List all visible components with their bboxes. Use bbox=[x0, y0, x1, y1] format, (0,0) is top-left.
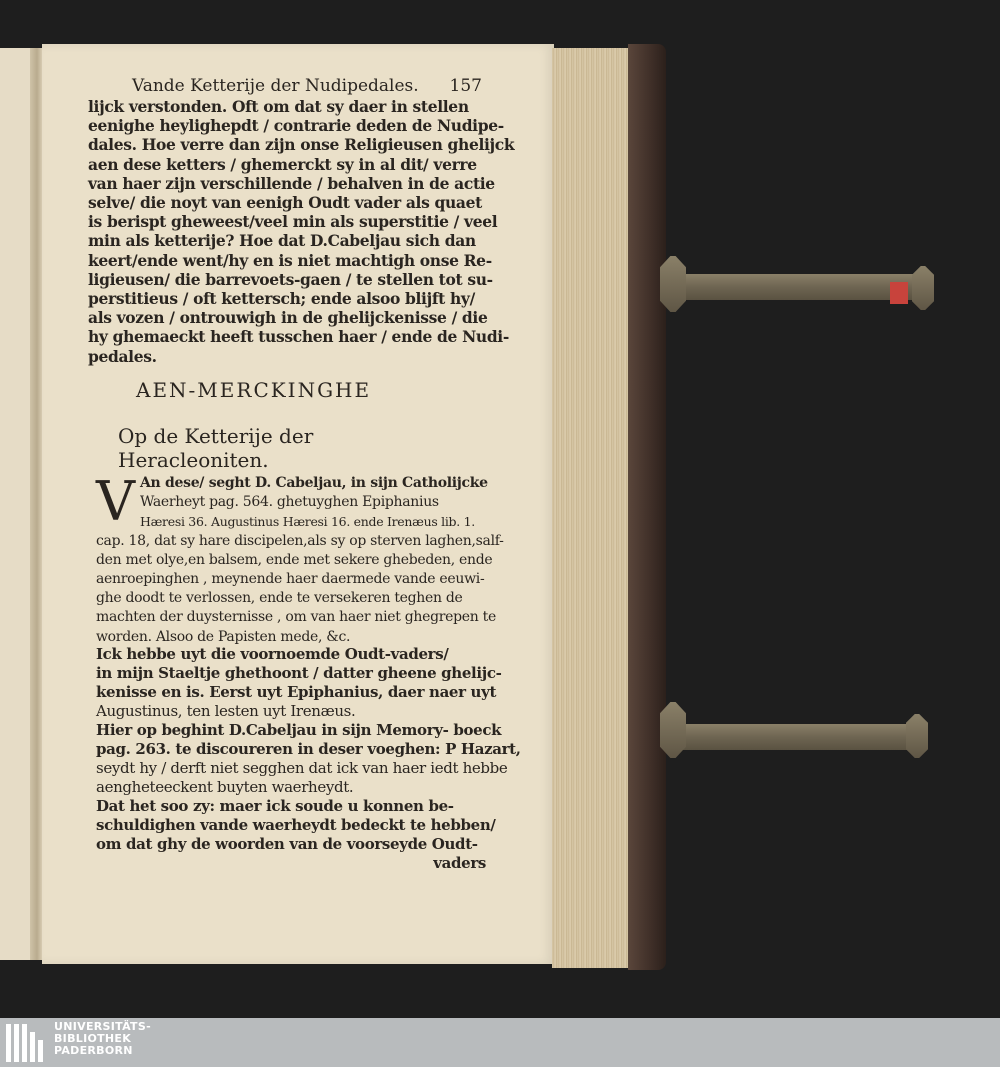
text-line: aen dese ketters / ghemerckt sy in al dit/ verre bbox=[88, 154, 477, 174]
text-line: keert/ende went/hy en is niet machtigh onse Re- bbox=[88, 250, 492, 270]
text-line: Waerheyt pag. 564. ghetuyghen Epiphanius bbox=[140, 494, 439, 511]
text-line: schuldighen vande waerheydt bedeckt te hebben/ bbox=[96, 816, 496, 834]
text-line: pedales. bbox=[88, 346, 157, 366]
section-subheading: Op de Ketterije der Heracleoniten. bbox=[118, 424, 314, 472]
lower-clasp bbox=[662, 724, 917, 750]
library-logo-icon bbox=[6, 1024, 48, 1062]
text-line: in mijn Staeltje ghethoont / datter gheene ghelijc- bbox=[96, 664, 502, 682]
running-title: Vande Ketterije der Nudipedales. bbox=[132, 76, 419, 96]
text-line: seydt hy / derft niet segghen dat ick van haer iedt hebbe bbox=[96, 759, 508, 777]
text-line: van haer zijn verschillende / behalven in de actie bbox=[88, 173, 495, 193]
upper-clasp bbox=[662, 274, 922, 300]
library-footer-bar bbox=[0, 1018, 1000, 1067]
text-line: ligieusen/ die barrevoets-gaen / te stellen tot su- bbox=[88, 269, 493, 289]
text-line: worden. Alsoo de Papisten mede, &c. bbox=[96, 628, 351, 645]
text-line: An dese/ seght D. Cabeljau, in sijn Catholijcke bbox=[140, 475, 488, 491]
text-line: selve/ die noyt van eenigh Oudt vader als quaet bbox=[88, 193, 482, 213]
text-line: aenroepinghen , meynende haer daermede vande eeuwi- bbox=[96, 571, 485, 588]
text-line: als vozen / ontrouwigh in de ghelijckenisse / die bbox=[88, 308, 488, 328]
body-text-bottom bbox=[96, 645, 521, 873]
text-line: Ick hebbe uyt die voornoemde Oudt-vaders/ bbox=[96, 645, 449, 663]
text-line: Dat het soo zy: maer ick soude u konnen be- bbox=[96, 797, 454, 815]
text-line: eenighe heylighepdt / contrarie deden de Nudipe- bbox=[88, 116, 504, 136]
book-cover-spine bbox=[628, 44, 666, 970]
text-line: hy ghemaeckt heeft tusschen haer / ende de Nudi- bbox=[88, 327, 509, 347]
text-line: dales. Hoe verre dan zijn onse Religieusen ghelijck bbox=[88, 135, 515, 155]
text-line: machten der duysternisse , om van haer niet ghegrepen te bbox=[96, 609, 496, 626]
section-heading: AEN-MERCKINGHE bbox=[136, 378, 372, 402]
upper-clasp-red-mark bbox=[890, 282, 908, 304]
logo-line-2: BIBLIOTHEK bbox=[54, 1032, 132, 1045]
text-line: aengheteeckent buyten waerheydt. bbox=[96, 778, 354, 796]
text-line: min als ketterije? Hoe dat D.Cabeljau sich dan bbox=[88, 231, 476, 251]
text-line: kenisse en is. Eerst uyt Epiphanius, daer naer uyt bbox=[96, 683, 497, 701]
lower-clasp-end bbox=[906, 714, 928, 758]
running-header bbox=[132, 76, 482, 96]
text-line: om dat ghy de woorden van de voorseyde Oudt- bbox=[96, 835, 478, 853]
logo-line-1: UNIVERSITÄTS- bbox=[54, 1020, 151, 1033]
text-line: lijck verstonden. Oft om dat sy daer in stellen bbox=[88, 97, 469, 116]
text-line: Augustinus, ten lesten uyt Irenæus. bbox=[96, 702, 356, 720]
text-line: is berispt gheweest/veel min als superstitie / veel bbox=[88, 212, 498, 232]
upper-clasp-end bbox=[912, 266, 934, 310]
text-line: pag. 263. te discoureren in deser voeghen: P Hazart, bbox=[96, 740, 521, 758]
body-text-top bbox=[88, 97, 515, 366]
upper-clasp-hinge bbox=[660, 256, 686, 312]
body-text-middle bbox=[96, 470, 504, 647]
logo-line-3: PADERBORN bbox=[54, 1044, 133, 1057]
text-line: perstitieus / oft kettersch; ende alsoo blijft hy/ bbox=[88, 289, 475, 309]
lower-clasp-hinge bbox=[660, 702, 686, 758]
library-logo-text bbox=[54, 1021, 151, 1057]
text-line: Hier op beghint D.Cabeljau in sijn Memory- boeck bbox=[96, 721, 502, 739]
text-line: den met olye,en balsem, ende met sekere ghebeden, ende bbox=[96, 551, 493, 568]
drop-cap: V bbox=[96, 470, 135, 533]
text-line: Hæresi 36. Augustinus Hæresi 16. ende Irenæus lib. 1. bbox=[140, 514, 475, 530]
page-edges bbox=[552, 48, 632, 968]
page-number: 157 bbox=[449, 76, 482, 96]
text-line: cap. 18, dat sy hare discipelen,als sy op sterven laghen,salf- bbox=[96, 532, 504, 549]
text-line: vaders bbox=[433, 854, 486, 872]
text-line: ghe doodt te verlossen, ende te versekeren teghen de bbox=[96, 590, 463, 607]
